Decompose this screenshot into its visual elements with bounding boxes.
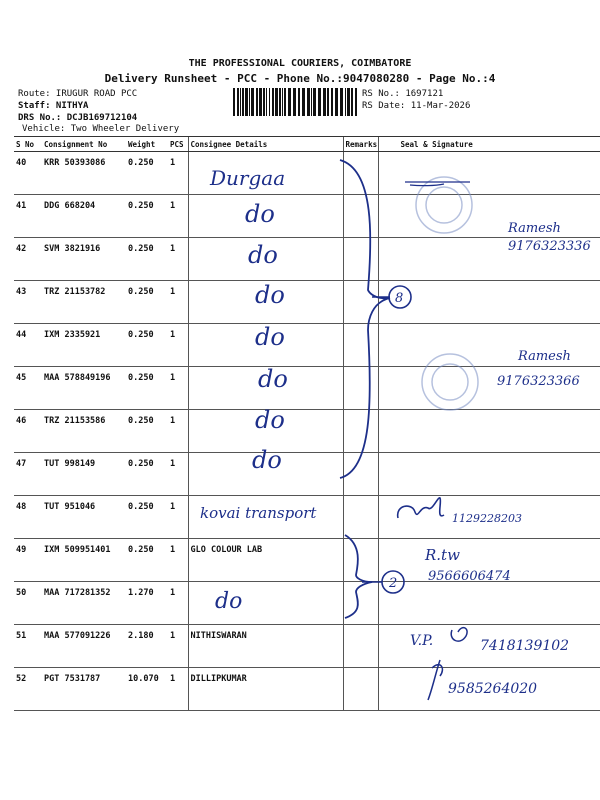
cell-pcs: 1 bbox=[168, 324, 188, 367]
staff-label: Staff: NITHYA bbox=[18, 101, 89, 111]
table-header-row bbox=[14, 137, 600, 152]
cell-consignment: PGT 7531787 bbox=[42, 668, 126, 711]
barcode-image bbox=[233, 88, 358, 116]
drs-number: DRS No.: DCJB169712104 bbox=[18, 113, 138, 123]
cell-remarks bbox=[343, 582, 378, 625]
cell-consignee bbox=[188, 582, 343, 625]
cell-pcs: 1 bbox=[168, 152, 188, 195]
cell-consignment: IXM 2335921 bbox=[42, 324, 126, 367]
table-row bbox=[14, 496, 600, 539]
barcode-bar bbox=[331, 88, 333, 116]
handwritten-ditto: do bbox=[255, 323, 285, 351]
cell-signature bbox=[378, 453, 600, 496]
barcode-bar bbox=[242, 88, 244, 116]
cell-consignee bbox=[188, 324, 343, 367]
handwritten-ditto: do bbox=[215, 589, 243, 614]
cell-remarks bbox=[343, 281, 378, 324]
cell-consignee bbox=[188, 496, 343, 539]
handwritten-ditto: do bbox=[258, 365, 288, 393]
table-row bbox=[14, 410, 600, 453]
cell-pcs: 1 bbox=[168, 281, 188, 324]
handwritten-name: Ramesh bbox=[518, 349, 571, 364]
barcode-bar bbox=[245, 88, 248, 116]
cell-weight: 0.250 bbox=[126, 410, 168, 453]
barcode-bar bbox=[327, 88, 329, 116]
barcode-bar bbox=[282, 88, 283, 116]
table-row bbox=[14, 668, 600, 711]
rs-number: RS No.: 1697121 bbox=[362, 89, 444, 99]
barcode-bar bbox=[307, 88, 310, 116]
cell-remarks bbox=[343, 496, 378, 539]
barcode-bar bbox=[275, 88, 278, 116]
handwritten-ditto: do bbox=[248, 241, 278, 269]
cell-signature bbox=[378, 367, 600, 410]
cell-remarks bbox=[343, 410, 378, 453]
barcode-bar bbox=[256, 88, 258, 116]
table-row bbox=[14, 453, 600, 496]
col-pcs: PCS bbox=[168, 137, 188, 152]
cell-weight: 0.250 bbox=[126, 195, 168, 238]
barcode-bar bbox=[251, 88, 254, 116]
cell-pcs: 1 bbox=[168, 367, 188, 410]
cell-signature bbox=[378, 281, 600, 324]
cell-weight: 0.250 bbox=[126, 496, 168, 539]
handwritten-consignee: Durgaa bbox=[210, 166, 286, 190]
cell-consignment: MAA 577091226 bbox=[42, 625, 126, 668]
cell-pcs: 1 bbox=[168, 496, 188, 539]
cell-consignee bbox=[188, 195, 343, 238]
handwritten-phone: 7418139102 bbox=[480, 638, 570, 654]
barcode-bar bbox=[233, 88, 235, 116]
barcode-bar bbox=[259, 88, 262, 116]
handwritten-phone: 9176323336 bbox=[508, 239, 591, 254]
handwritten-phone: 1129228203 bbox=[452, 512, 522, 525]
handwritten-ditto: do bbox=[255, 281, 285, 309]
rs-date: RS Date: 11-Mar-2026 bbox=[362, 101, 471, 111]
cell-consignment: TUT 951046 bbox=[42, 496, 126, 539]
cell-weight: 10.070 bbox=[126, 668, 168, 711]
cell-remarks bbox=[343, 453, 378, 496]
company-title: THE PROFESSIONAL COURIERS, COIMBATORE bbox=[188, 58, 412, 69]
barcode-bar bbox=[302, 88, 305, 116]
col-consignment: Consignment No bbox=[42, 137, 126, 152]
barcode-bar bbox=[272, 88, 274, 116]
barcode-bar bbox=[347, 88, 350, 116]
handwritten-ditto: do bbox=[245, 200, 275, 228]
barcode-bar bbox=[340, 88, 343, 116]
table-row bbox=[14, 281, 600, 324]
cell-weight: 0.250 bbox=[126, 281, 168, 324]
handwritten-count: 2 bbox=[389, 576, 398, 591]
cell-consignment: KRR 50393086 bbox=[42, 152, 126, 195]
table-row bbox=[14, 625, 600, 668]
cell-consignee bbox=[188, 152, 343, 195]
handwritten-name: Ramesh bbox=[508, 221, 561, 236]
cell-sno: 42 bbox=[14, 238, 42, 281]
cell-sno: 51 bbox=[14, 625, 42, 668]
handwritten-name: R.tw bbox=[425, 546, 460, 564]
barcode-bar bbox=[311, 88, 312, 116]
cell-sno: 46 bbox=[14, 410, 42, 453]
barcode-bar bbox=[269, 88, 270, 116]
cell-sno: 52 bbox=[14, 668, 42, 711]
vehicle-label: Vehicle: Two Wheeler Delivery bbox=[22, 124, 180, 134]
cell-sno: 44 bbox=[14, 324, 42, 367]
cell-pcs: 1 bbox=[168, 453, 188, 496]
cell-remarks bbox=[343, 324, 378, 367]
barcode-bar bbox=[323, 88, 326, 116]
cell-weight: 0.250 bbox=[126, 238, 168, 281]
cell-remarks bbox=[343, 367, 378, 410]
barcode-bar bbox=[355, 88, 357, 116]
cell-sno: 40 bbox=[14, 152, 42, 195]
handwritten-ditto: do bbox=[255, 406, 285, 434]
handwritten-phone: 9585264020 bbox=[448, 681, 538, 697]
cell-consignment: TRZ 21153586 bbox=[42, 410, 126, 453]
cell-signature bbox=[378, 152, 600, 195]
cell-weight: 1.270 bbox=[126, 582, 168, 625]
cell-weight: 0.250 bbox=[126, 367, 168, 410]
cell-weight: 2.180 bbox=[126, 625, 168, 668]
barcode-bar bbox=[249, 88, 250, 116]
handwritten-phone: 9176323366 bbox=[497, 374, 580, 389]
cell-remarks bbox=[343, 668, 378, 711]
barcode-bar bbox=[345, 88, 346, 116]
col-consignee: Consignee Details bbox=[188, 137, 343, 152]
cell-signature bbox=[378, 625, 600, 668]
handwritten-ditto: do bbox=[252, 446, 282, 474]
barcode-bar bbox=[351, 88, 353, 116]
cell-signature bbox=[378, 496, 600, 539]
runsheet-table bbox=[14, 136, 600, 711]
col-signature: Seal & Signature bbox=[378, 137, 600, 152]
table-row bbox=[14, 582, 600, 625]
table-row bbox=[14, 324, 600, 367]
cell-consignee: GLO COLOUR LAB bbox=[188, 539, 343, 582]
cell-weight: 0.250 bbox=[126, 539, 168, 582]
col-weight: Weight bbox=[126, 137, 168, 152]
barcode-bar bbox=[313, 88, 316, 116]
cell-pcs: 1 bbox=[168, 539, 188, 582]
cell-consignee bbox=[188, 367, 343, 410]
cell-weight: 0.250 bbox=[126, 324, 168, 367]
barcode-bar bbox=[293, 88, 296, 116]
table-row bbox=[14, 238, 600, 281]
cell-signature bbox=[378, 238, 600, 281]
barcode-bar bbox=[266, 88, 267, 116]
cell-consignment: MAA 717281352 bbox=[42, 582, 126, 625]
table-row bbox=[14, 152, 600, 195]
cell-consignment: SVM 3821916 bbox=[42, 238, 126, 281]
barcode-bar bbox=[263, 88, 265, 116]
cell-consignment: IXM 509951401 bbox=[42, 539, 126, 582]
cell-consignment: DDG 668204 bbox=[42, 195, 126, 238]
table-row bbox=[14, 539, 600, 582]
cell-remarks bbox=[343, 195, 378, 238]
cell-sno: 50 bbox=[14, 582, 42, 625]
route-label: Route: IRUGUR ROAD PCC bbox=[18, 89, 138, 99]
handwritten-consignee: kovai transport bbox=[200, 504, 317, 522]
cell-sno: 41 bbox=[14, 195, 42, 238]
cell-signature bbox=[378, 324, 600, 367]
cell-sno: 45 bbox=[14, 367, 42, 410]
cell-remarks bbox=[343, 539, 378, 582]
cell-consignee bbox=[188, 453, 343, 496]
cell-consignee bbox=[188, 238, 343, 281]
barcode-bar bbox=[237, 88, 239, 116]
cell-pcs: 1 bbox=[168, 668, 188, 711]
cell-remarks bbox=[343, 625, 378, 668]
cell-sno: 48 bbox=[14, 496, 42, 539]
col-sno: S No bbox=[14, 137, 42, 152]
table-row bbox=[14, 195, 600, 238]
cell-signature bbox=[378, 582, 600, 625]
cell-remarks bbox=[343, 238, 378, 281]
cell-remarks bbox=[343, 152, 378, 195]
cell-weight: 0.250 bbox=[126, 152, 168, 195]
cell-consignee: NITHISWARAN bbox=[188, 625, 343, 668]
barcode-bar bbox=[318, 88, 321, 116]
barcode-bar bbox=[279, 88, 281, 116]
barcode-bar bbox=[335, 88, 338, 116]
cell-pcs: 1 bbox=[168, 582, 188, 625]
cell-consignee bbox=[188, 281, 343, 324]
handwritten-name: V.P. bbox=[410, 633, 434, 649]
cell-weight: 0.250 bbox=[126, 453, 168, 496]
handwritten-count: 8 bbox=[395, 291, 404, 306]
runsheet-subtitle: Delivery Runsheet - PCC - Phone No.:9047080280 - Page No.:4 bbox=[104, 72, 496, 85]
barcode-bar bbox=[298, 88, 300, 116]
cell-pcs: 1 bbox=[168, 625, 188, 668]
cell-pcs: 1 bbox=[168, 410, 188, 453]
barcode-bar bbox=[284, 88, 286, 116]
cell-consignment: TUT 998149 bbox=[42, 453, 126, 496]
barcode-bar bbox=[288, 88, 291, 116]
cell-signature bbox=[378, 539, 600, 582]
cell-signature bbox=[378, 668, 600, 711]
cell-sno: 47 bbox=[14, 453, 42, 496]
cell-signature bbox=[378, 410, 600, 453]
col-remarks: Remarks bbox=[343, 137, 378, 152]
cell-consignee bbox=[188, 410, 343, 453]
cell-consignment: TRZ 21153782 bbox=[42, 281, 126, 324]
barcode-bar bbox=[240, 88, 241, 116]
cell-pcs: 1 bbox=[168, 195, 188, 238]
cell-consignee: DILLIPKUMAR bbox=[188, 668, 343, 711]
cell-pcs: 1 bbox=[168, 238, 188, 281]
handwritten-phone: 9566606474 bbox=[428, 569, 511, 584]
cell-sno: 49 bbox=[14, 539, 42, 582]
cell-signature bbox=[378, 195, 600, 238]
cell-consignment: MAA 578849196 bbox=[42, 367, 126, 410]
cell-sno: 43 bbox=[14, 281, 42, 324]
table-row bbox=[14, 367, 600, 410]
